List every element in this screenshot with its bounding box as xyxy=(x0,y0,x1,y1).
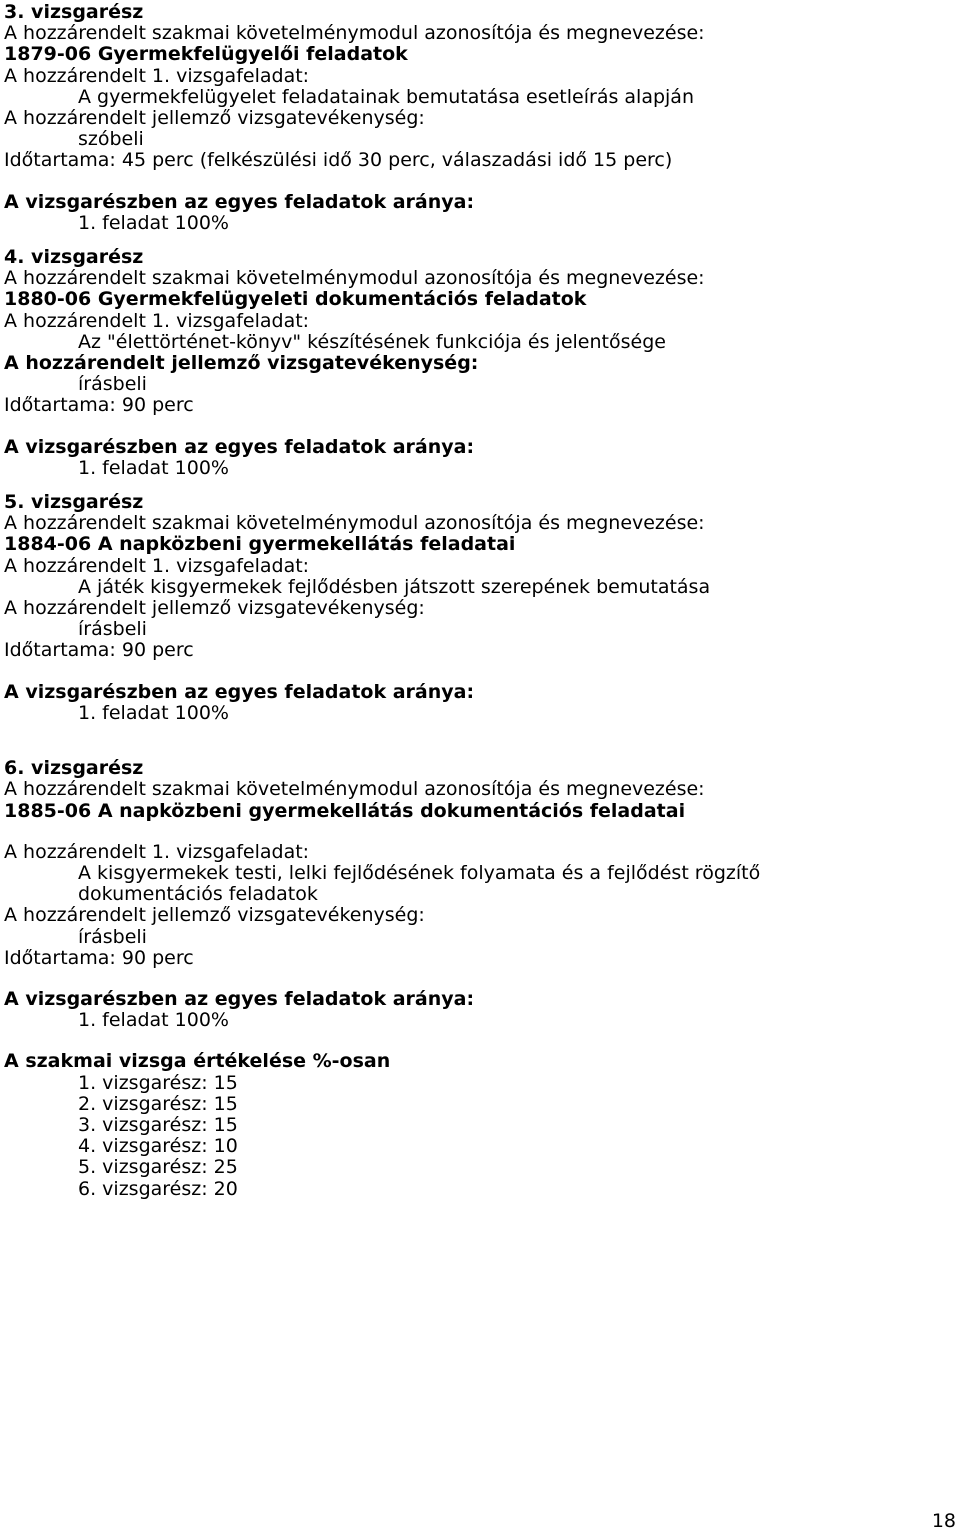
task-description-line-2: dokumentációs feladatok xyxy=(78,883,318,906)
page-number: 18 xyxy=(931,1510,956,1532)
activity-type: írásbeli xyxy=(78,925,147,948)
activity-intro: A hozzárendelt jellemző vizsgatevékenység: xyxy=(4,597,425,620)
ratio-value: 1. feladat 100% xyxy=(78,211,229,234)
evaluation-item: 5. vizsgarész: 25 xyxy=(78,1156,238,1179)
duration: Időtartama: 90 perc xyxy=(4,946,194,969)
module-intro: A hozzárendelt szakmai követelménymodul azonosítója és megnevezése: xyxy=(4,512,705,535)
section-6 xyxy=(4,758,954,1031)
section-4 xyxy=(4,247,954,479)
evaluation-item: 3. vizsgarész: 15 xyxy=(78,1113,238,1136)
ratio-heading: A vizsgarészben az egyes feladatok aránya: xyxy=(4,680,475,703)
module-name: 1879-06 Gyermekfelügyelői feladatok xyxy=(4,43,408,66)
task-description: A játék kisgyermekek fejlődésben játszott szerepének bemutatása xyxy=(78,575,711,598)
activity-type: szóbeli xyxy=(78,128,144,151)
module-intro: A hozzárendelt szakmai követelménymodul azonosítója és megnevezése: xyxy=(4,267,705,290)
activity-intro: A hozzárendelt jellemző vizsgatevékenység: xyxy=(4,904,425,927)
task-intro: A hozzárendelt 1. vizsgafeladat: xyxy=(4,840,310,863)
duration: Időtartama: 90 perc xyxy=(4,639,194,662)
task-intro: A hozzárendelt 1. vizsgafeladat: xyxy=(4,554,310,577)
document-page xyxy=(4,2,954,1200)
section-heading: 3. vizsgarész xyxy=(4,1,144,23)
section-5 xyxy=(4,492,954,724)
section-heading: 4. vizsgarész xyxy=(4,246,144,269)
evaluation-heading: A szakmai vizsga értékelése %-osan xyxy=(4,1050,391,1073)
evaluation-item: 4. vizsgarész: 10 xyxy=(78,1135,238,1158)
section-3 xyxy=(4,2,954,234)
module-intro: A hozzárendelt szakmai követelménymodul azonosítója és megnevezése: xyxy=(4,778,705,801)
task-description-line-1: A kisgyermekek testi, lelki fejlődésének folyamata és a fejlődést rögzítő xyxy=(78,861,761,884)
activity-type: írásbeli xyxy=(78,373,147,396)
task-intro: A hozzárendelt 1. vizsgafeladat: xyxy=(4,64,310,87)
evaluation-section xyxy=(4,1051,954,1199)
module-name: 1885-06 A napközbeni gyermekellátás dokumentációs feladatai xyxy=(4,799,686,822)
ratio-value: 1. feladat 100% xyxy=(78,701,229,724)
activity-intro: A hozzárendelt jellemző vizsgatevékenység: xyxy=(4,352,479,375)
ratio-value: 1. feladat 100% xyxy=(78,1009,229,1032)
duration: Időtartama: 45 perc (felkészülési idő 30 perc, válaszadási idő 15 perc) xyxy=(4,149,673,172)
module-intro: A hozzárendelt szakmai követelménymodul azonosítója és megnevezése: xyxy=(4,22,705,45)
activity-type: írásbeli xyxy=(78,618,147,641)
section-heading: 6. vizsgarész xyxy=(4,757,144,780)
evaluation-item: 6. vizsgarész: 20 xyxy=(78,1177,238,1200)
task-description: A gyermekfelügyelet feladatainak bemutatása esetleírás alapján xyxy=(78,85,694,108)
duration: Időtartama: 90 perc xyxy=(4,394,194,417)
evaluation-item: 1. vizsgarész: 15 xyxy=(78,1071,238,1094)
ratio-value: 1. feladat 100% xyxy=(78,456,229,479)
module-name: 1880-06 Gyermekfelügyeleti dokumentációs feladatok xyxy=(4,288,587,311)
ratio-heading: A vizsgarészben az egyes feladatok aránya: xyxy=(4,190,475,213)
task-intro: A hozzárendelt 1. vizsgafeladat: xyxy=(4,309,310,332)
activity-intro: A hozzárendelt jellemző vizsgatevékenység: xyxy=(4,107,425,130)
ratio-heading: A vizsgarészben az egyes feladatok aránya: xyxy=(4,435,475,458)
evaluation-item: 2. vizsgarész: 15 xyxy=(78,1092,238,1115)
module-name: 1884-06 A napközbeni gyermekellátás feladatai xyxy=(4,533,516,556)
ratio-heading: A vizsgarészben az egyes feladatok aránya: xyxy=(4,987,475,1010)
section-heading: 5. vizsgarész xyxy=(4,491,144,514)
task-description: Az "élettörténet-könyv" készítésének funkciója és jelentősége xyxy=(78,330,666,353)
